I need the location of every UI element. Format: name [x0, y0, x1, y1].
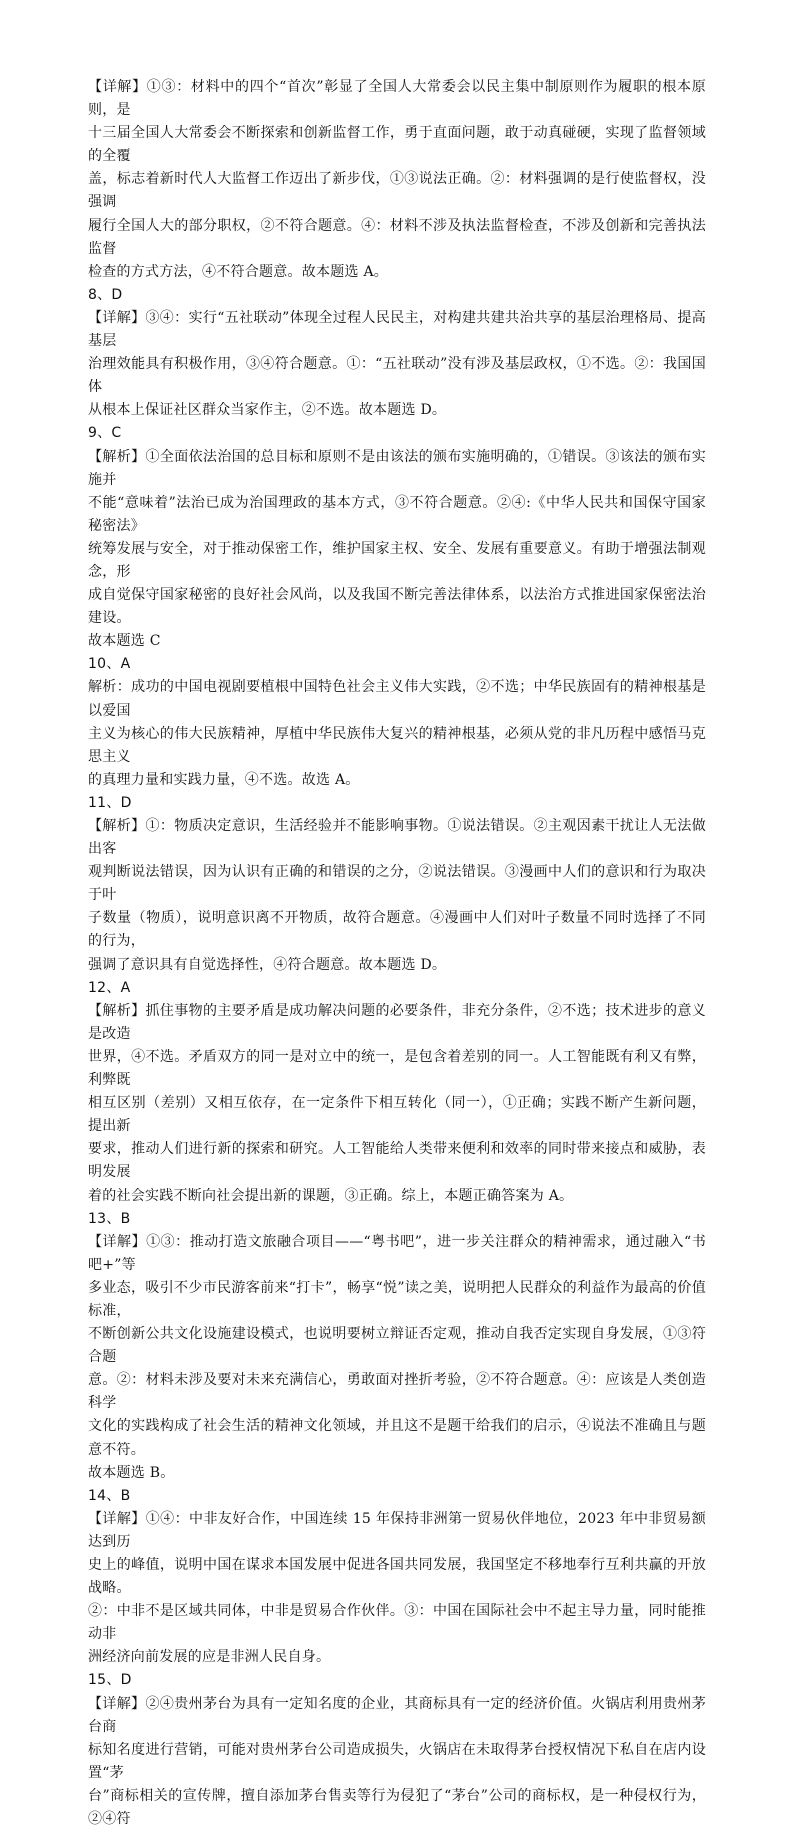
explanation-line: 【解析】抓住事物的主要矛盾是成功解决问题的必要条件，非充分条件，②不选；技术进步的意义是改造	[88, 1002, 706, 1042]
explanation-line: 【详解】②④贵州茅台为具有一定知名度的企业，其商标具有一定的经济价值。火锅店利用贵州茅台商	[88, 1695, 706, 1735]
answer-block-12	[88, 977, 706, 1208]
explanation-line: 不能“意味着”法治已成为治国理政的基本方式，③不符合题意。②④:《中华人民共和国保守国家秘密法》	[88, 494, 706, 534]
explanation-line: 标知名度进行营销，可能对贵州茅台公司造成损失，火锅店在未取得茅台授权情况下私自在店内设置“茅	[88, 1741, 706, 1781]
answer-block-10	[88, 653, 706, 792]
explanation-line: 意。②：材料未涉及要对未来充满信心，勇敢面对挫折考验，②不符合题意。④：应该是人类创造科学	[88, 1372, 706, 1412]
explanation-line: 统筹发展与安全，对于推动保密工作，维护国家主权、安全、发展有重要意义。有助于增强法制观念，形	[88, 540, 706, 580]
explanation-line: 盖，标志着新时代人大监督工作迈出了新步伐，①③说法正确。②：材料强调的是行使监督权，没强调	[88, 171, 706, 211]
answer-block-7	[88, 76, 706, 284]
explanation-line: 史上的峰值，说明中国在谋求本国发展中促进各国共同发展，我国坚定不移地奉行互利共赢的开放战略。	[88, 1557, 706, 1597]
question-number: 11、D	[88, 794, 132, 811]
explanation-line: 子数量（物质），说明意识离不开物质，故符合题意。④漫画中人们对叶子数量不同时选择了不同的行为，	[88, 910, 706, 950]
question-number: 10、A	[88, 656, 131, 673]
question-number: 14、B	[88, 1487, 131, 1504]
explanation-line: 洲经济向前发展的应是非洲人民自身。	[88, 1649, 331, 1666]
explanation-line: 着的社会实践不断向社会提出新的课题，③正确。综上，本题正确答案为 A。	[88, 1187, 574, 1204]
explanation-line: 【解析】①：物质决定意识，生活经验并不能影响事物。①说法错误。②主观因素干扰让人无法做出客	[88, 818, 706, 858]
explanation-line: 故本题选 B。	[88, 1464, 175, 1481]
answer-block-14	[88, 1485, 706, 1670]
answer-block-11	[88, 792, 706, 977]
explanation-line: 多业态，吸引不少市民游客前来“打卡”，畅享“悦”读之美，说明把人民群众的利益作为最高的价值标准，	[88, 1279, 706, 1319]
explanation-line: 故本题选 C	[88, 633, 161, 650]
explanation-line: 台”商标相关的宣传牌，擅自添加茅台售卖等行为侵犯了“茅台”公司的商标权，是一种侵权行为，②④符	[88, 1787, 706, 1828]
explanation-line: 【详解】①③：推动打造文旅融合项目——“粤书吧”，进一步关注群众的精神需求，通过融入“书吧+”等	[88, 1233, 706, 1273]
answer-block-13	[88, 1208, 706, 1485]
explanation-line: 主义为核心的伟大民族精神，厚植中华民族伟大复兴的精神根基，必须从党的非凡历程中感悟马克思主义	[88, 725, 706, 765]
question-number: 8、D	[88, 286, 123, 303]
answer-block-9	[88, 422, 706, 653]
explanation-line: 治理效能具有积极作用，③④符合题意。①：“五社联动”没有涉及基层政权，①不选。②：我国国体	[88, 356, 706, 396]
explanation-line: 相互区别（差别）又相互依存，在一定条件下相互转化（同一），①正确；实践不断产生新问题，提出新	[88, 1095, 706, 1135]
explanation-line: 履行全国人大的部分职权，②不符合题意。④：材料不涉及执法监督检查，不涉及创新和完善执法监督	[88, 217, 706, 257]
question-number: 12、A	[88, 979, 131, 996]
explanation-line: 【详解】①③：材料中的四个“首次”彰显了全国人大常委会以民主集中制原则作为履职的根本原则，是	[88, 79, 706, 119]
question-number: 9、C	[88, 425, 122, 442]
explanation-line: 从根本上保证社区群众当家作主，②不选。故本题选 D。	[88, 402, 447, 419]
explanation-line: 【详解】①④：中非友好合作，中国连续 15 年保持非洲第一贸易伙伴地位，2023 年中非贸易额达到历	[88, 1510, 706, 1550]
explanation-line: ②：中非不是区域共同体，中非是贸易合作伙伴。③：中国在国际社会中不起主导力量，同时能推动非	[88, 1603, 706, 1643]
explanation-line: 的真理力量和实践力量，④不选。故选 A。	[88, 771, 360, 788]
explanation-line: 【详解】③④：实行“五社联动”体现全过程人民民主，对构建共建共治共享的基层治理格局、提高基层	[88, 309, 706, 350]
question-number: 15、D	[88, 1672, 132, 1689]
explanation-line: 文化的实践构成了社会生活的精神文化领域，并且这不是题干给我们的启示，④说法不准确且与题意不符。	[88, 1418, 706, 1458]
explanation-line: 解析：成功的中国电视剧要植根中国特色社会主义伟大实践，②不选；中华民族固有的精神根基是以爱国	[88, 679, 706, 719]
question-number: 13、B	[88, 1210, 131, 1227]
explanation-line: 世界，④不选。矛盾双方的同一是对立中的统一，是包含着差别的同一。人工智能既有利又有弊，利弊既	[88, 1048, 706, 1089]
explanation-line: 检查的方式方法，④不符合题意。故本题选 A。	[88, 263, 389, 280]
explanation-line: 不断创新公共文化设施建设模式，也说明要树立辩证否定观，推动自我否定实现自身发展，①③符合题	[88, 1326, 706, 1366]
explanation-line: 观判断说法错误，因为认识有正确的和错误的之分，②说法错误。③漫画中人们的意识和行为取决于叶	[88, 864, 706, 904]
explanation-line: 要求，推动人们进行新的探索和研究。人工智能给人类带来便利和效率的同时带来接点和威胁，表明发展	[88, 1141, 706, 1181]
explanation-line: 十三届全国人大常委会不断探索和创新监督工作，勇于直面问题，敢于动真碰硬，实现了监督领域的全覆	[88, 125, 706, 165]
explanation-line: 【解析】①全面依法治国的总目标和原则不是由该法的颁布实施明确的，①错误。③该法的颁布实施并	[88, 448, 706, 488]
explanation-line: 强调了意识具有自觉选择性，④符合题意。故本题选 D。	[88, 956, 447, 973]
answer-block-15	[88, 1669, 706, 1831]
explanation-line: 成自觉保守国家秘密的良好社会风尚，以及我国不断完善法律体系，以法治方式推进国家保密法治建设。	[88, 587, 706, 627]
answer-block-8	[88, 284, 706, 423]
